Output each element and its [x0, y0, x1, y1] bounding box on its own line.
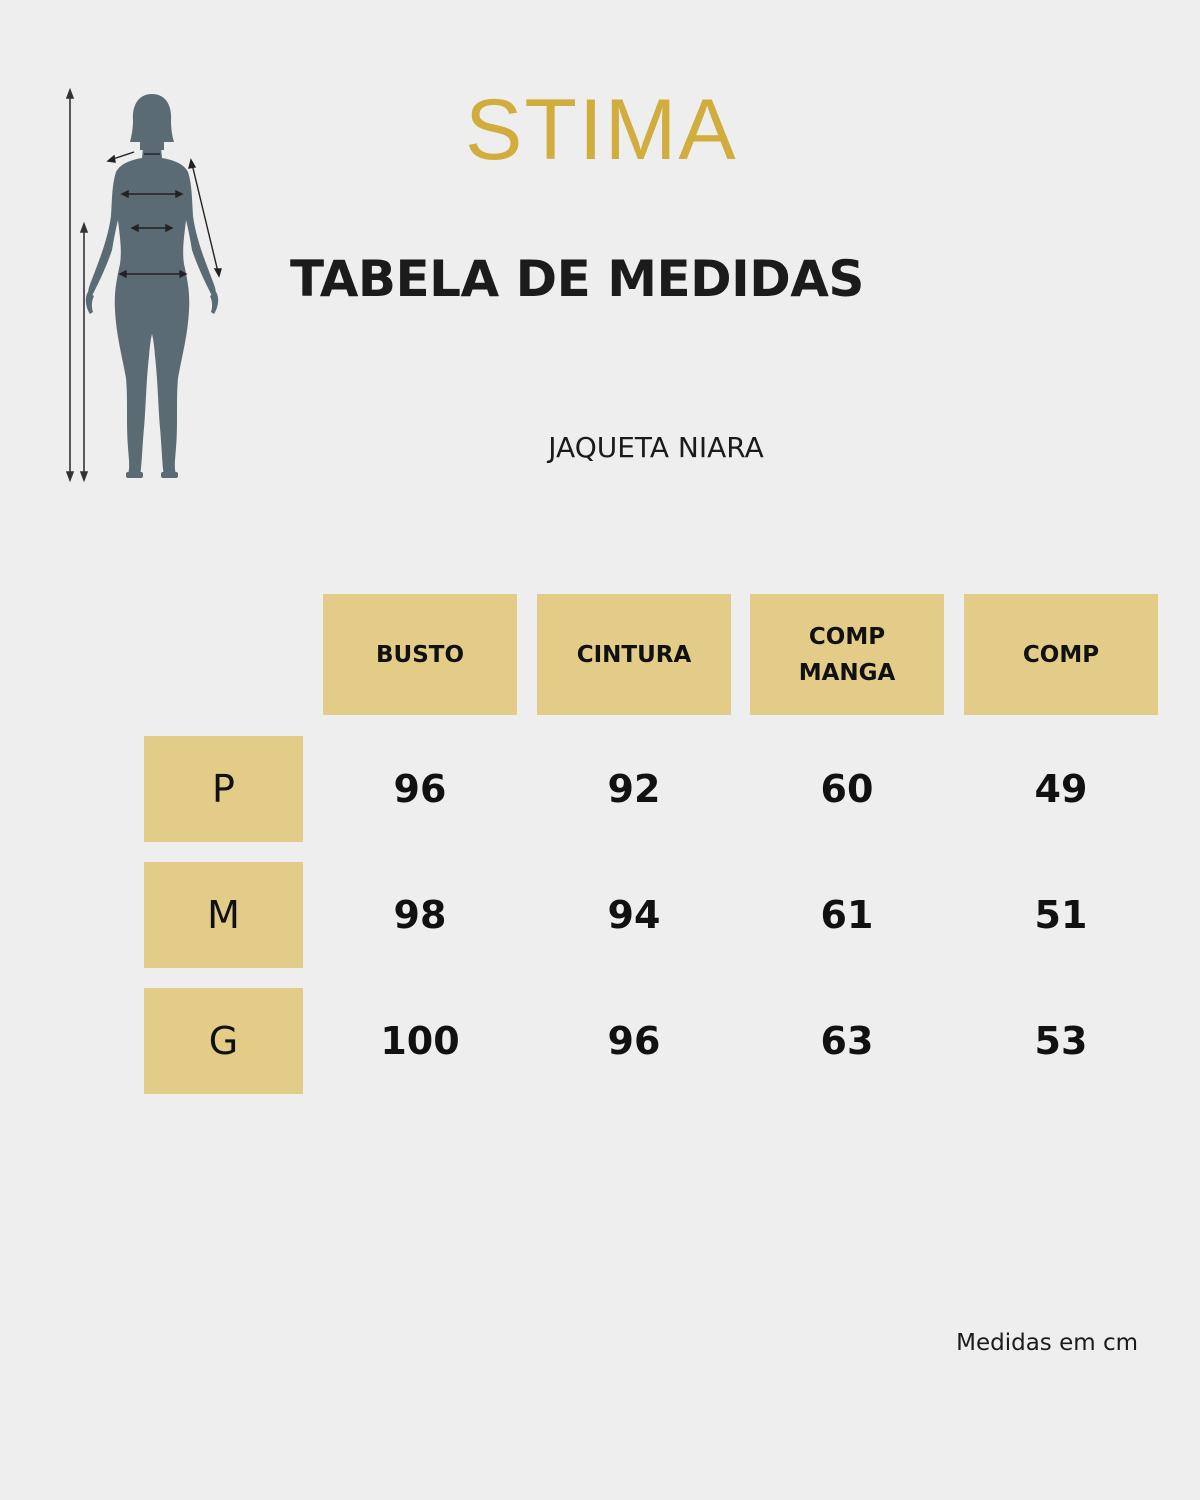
table-cell: 53: [1034, 1019, 1088, 1063]
body-measurement-silhouette-icon: [60, 88, 230, 483]
column-header-label: COMP: [1022, 641, 1100, 668]
column-header-busto: [323, 594, 517, 715]
column-header-label: CINTURA: [576, 641, 692, 668]
column-header-comp-manga: [750, 594, 944, 715]
size-label-m: M: [144, 862, 303, 968]
table-cell: 92: [607, 767, 661, 811]
size-label-p: P: [144, 736, 303, 842]
table-cell: 61: [820, 893, 874, 937]
size-label-g: G: [144, 988, 303, 1094]
column-header-cintura: [537, 594, 731, 715]
units-footnote: Medidas em cm: [956, 1330, 1138, 1356]
table-cell: 100: [380, 1019, 460, 1063]
product-name: JAQUETA NIARA: [548, 431, 764, 464]
table-cell: 96: [607, 1019, 661, 1063]
page-title: TABELA DE MEDIDAS: [290, 250, 864, 308]
column-header-label: BUSTO: [375, 641, 464, 668]
table-cell: 96: [393, 767, 447, 811]
table-cell: 63: [820, 1019, 874, 1063]
table-cell: 98: [393, 893, 447, 937]
table-cell: 60: [820, 767, 874, 811]
table-cell: 94: [607, 893, 661, 937]
table-cell: 51: [1034, 893, 1088, 937]
table-cell: 49: [1034, 767, 1088, 811]
brand-logo: STIMA: [465, 82, 738, 178]
column-header-label: COMP MANGA: [798, 623, 896, 686]
column-header-comp: [964, 594, 1158, 715]
